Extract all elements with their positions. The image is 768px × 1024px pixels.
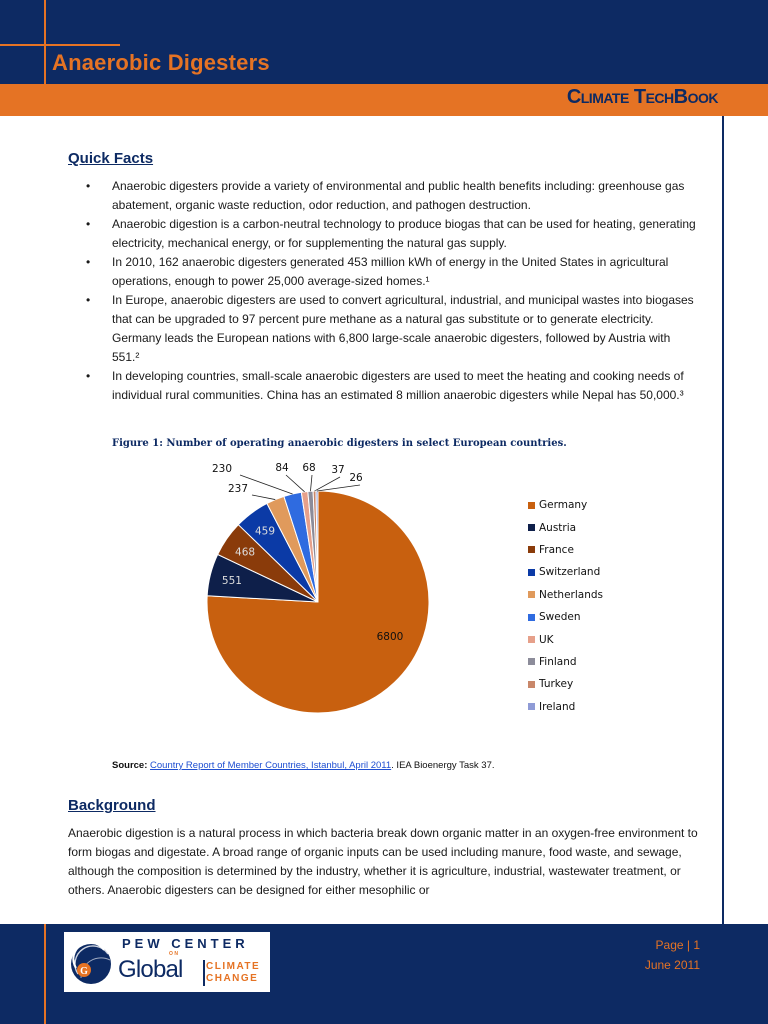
legend-swatch — [528, 546, 535, 553]
legend-swatch — [528, 569, 535, 576]
header-horizontal-rule — [0, 44, 120, 46]
legend-swatch — [528, 636, 535, 643]
pie-label-finland: 68 — [302, 462, 316, 474]
logo-on-text: ON — [169, 951, 180, 957]
list-item: • In Europe, anaerobic digesters are used to convert agricultural, industrial, and municipal wastes into biogases that can be upgraded to 97 percent pure methane as a natural gas substitute or to generate electricity. Germany leads the European nations with 6,800 large-scale anaerobic digesters, followed by Austria with 551.² — [86, 293, 694, 364]
background-body: Anaerobic digestion is a natural process in which bacteria break down organic matter in an oxygen-free environment to form biogas and digestate. A broad range of organic inputs can be used including manure, food waste, and sewage, although the composition is determined by the industry, whether it is agriculture, industrial, wastewater treatment, or others. Anaerobic digesters can be designed for either mesophilic or — [68, 826, 698, 897]
source-label: Source: — [112, 760, 148, 771]
bullet-icon: • — [86, 255, 91, 269]
legend-label: Finland — [539, 655, 577, 668]
logo-change-text: CHANGE — [206, 973, 259, 984]
legend-label: Austria — [539, 521, 577, 534]
list-item: • In developing countries, small-scale anaerobic digesters are used to meet the heating and cooking needs of individual rural communities. China has an estimated 8 million anaerobic digesters while Nepal has 50,000.³ — [86, 369, 684, 402]
list-item: • Anaerobic digesters provide a variety of environmental and public health benefits including: greenhouse gas abatement, organic waste reduction, odor reduction, and pathogen destruction. — [86, 179, 685, 212]
legend-label: Netherlands — [539, 588, 604, 601]
legend-item-turkey — [528, 673, 603, 695]
legend-label: Germany — [539, 499, 588, 512]
pie-label-germany: 6800 — [376, 631, 404, 643]
legend-label: Sweden — [539, 611, 581, 624]
legend-item-finland — [528, 651, 603, 673]
pie-leader-finland — [310, 475, 312, 491]
document-title: Anaerobic Digesters — [52, 50, 270, 75]
quick-facts-heading: Quick Facts — [68, 150, 154, 167]
legend-label: Ireland — [539, 700, 576, 713]
pew-globe-icon — [68, 938, 114, 986]
pie-leader-turkey — [315, 477, 340, 491]
pie-label-turkey: 37 — [331, 464, 345, 476]
legend-swatch — [528, 502, 535, 509]
pie-label-switzerland: 459 — [255, 525, 276, 538]
legend-item-sweden — [528, 606, 603, 628]
bullet-icon: • — [86, 293, 91, 307]
pew-center-logo — [64, 932, 270, 992]
source-rest: . IEA Bioenergy Task 37. — [391, 760, 495, 771]
logo-climate-change — [206, 961, 260, 985]
pie-leader-netherlands — [252, 495, 275, 500]
pie-label-france: 468 — [235, 546, 256, 559]
pie-chart — [180, 455, 480, 745]
quick-facts-section — [68, 150, 700, 405]
header-vertical-rule — [44, 0, 46, 116]
legend-item-germany — [528, 494, 603, 516]
legend-label: UK — [539, 633, 554, 646]
list-item: • Anaerobic digestion is a carbon-neutral technology to produce biogas that can be used for heating, generating electricity, mechanical energy, or for supplementing the natural gas supply. — [86, 217, 696, 250]
footer-vertical-rule — [44, 924, 46, 1024]
figure-source — [112, 760, 495, 771]
legend-item-switzerland — [528, 561, 603, 583]
background-heading: Background — [68, 797, 156, 814]
legend-swatch — [528, 591, 535, 598]
legend-item-france — [528, 539, 603, 561]
bullet-icon: • — [86, 179, 91, 193]
pie-label-netherlands: 237 — [227, 483, 248, 495]
legend-swatch — [528, 524, 535, 531]
legend-swatch — [528, 681, 535, 688]
right-margin-rule — [722, 116, 724, 924]
legend-swatch — [528, 658, 535, 665]
legend-label: Switzerland — [539, 566, 601, 579]
logo-pew-text: PEW CENTER — [122, 936, 249, 951]
legend-label: Turkey — [539, 678, 574, 691]
logo-global-text: Global — [118, 956, 183, 983]
bullet-icon: • — [86, 217, 91, 231]
legend-item-netherlands — [528, 584, 603, 606]
pie-label-austria: 551 — [221, 575, 242, 588]
legend-swatch — [528, 703, 535, 710]
list-item: • In 2010, 162 anaerobic digesters generated 453 million kWh of energy in the United States in agricultural operations, enough to power 25,000 average-sized homes.¹ — [86, 255, 669, 288]
chart-legend — [528, 494, 603, 718]
legend-label: France — [539, 543, 574, 556]
legend-item-ireland — [528, 696, 603, 718]
svg-text:G: G — [80, 966, 88, 977]
quick-facts-list — [68, 177, 700, 405]
logo-climate-text: CLIMATE — [206, 961, 261, 972]
legend-swatch — [528, 614, 535, 621]
pie-label-uk: 84 — [275, 462, 289, 474]
legend-item-uk — [528, 628, 603, 650]
pie-label-sweden: 230 — [211, 463, 232, 475]
page-date: June 2011 — [644, 958, 700, 972]
pie-leader-uk — [286, 475, 305, 492]
bullet-icon: • — [86, 369, 91, 383]
source-link[interactable]: Country Report of Member Countries, Istanbul, April 2011 — [150, 760, 392, 771]
brand-label: Climate TechBook — [566, 86, 718, 108]
pie-label-ireland: 26 — [349, 472, 363, 484]
legend-item-austria — [528, 516, 603, 538]
figure-caption: Figure 1: Number of operating anaerobic digesters in select European countries. — [112, 438, 567, 449]
background-section — [68, 797, 700, 900]
page-number: Page | 1 — [655, 938, 700, 952]
logo-divider — [203, 960, 205, 986]
